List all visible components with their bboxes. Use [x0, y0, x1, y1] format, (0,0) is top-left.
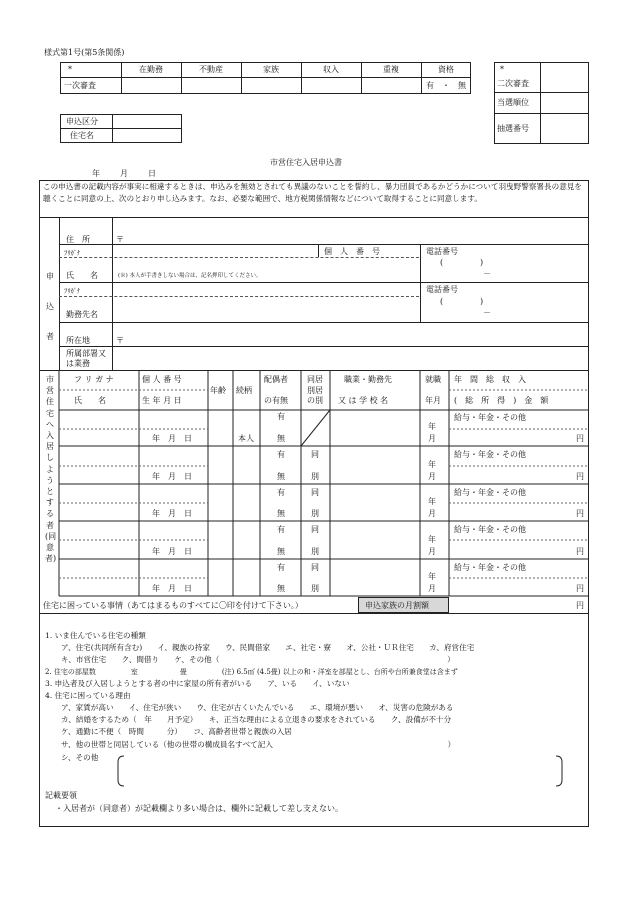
row2-income-type[interactable]: 給与・年金・その他 — [454, 450, 526, 459]
first-screening-label: 一次審査 — [64, 81, 96, 90]
row2-yen: 円 — [576, 472, 584, 481]
h-income-2: ( 総 所 得 ) 金 額 — [454, 396, 549, 405]
winning-rank-label: 当選順位 — [497, 98, 529, 107]
row4-year: 年 — [428, 535, 436, 544]
row5-same[interactable]: 同 — [311, 563, 319, 572]
h-job: 職業・勤務先 — [344, 375, 392, 384]
work-phone-dash: － — [483, 308, 491, 317]
row1-spouse-yes[interactable]: 有 — [277, 412, 285, 421]
h-furigana: フ リ ガ ナ — [74, 375, 114, 384]
note-2[interactable]: 2. 住宅の部屋数 室 畳 (注) 6.5㎡ (4.5畳) 以上の和・洋室を部屋とし、台所や台所兼食堂は含まず — [45, 668, 458, 676]
row5-birth: 年 月 日 — [152, 584, 192, 593]
star-mark: * — [68, 65, 72, 74]
row3-sep[interactable]: 別 — [311, 509, 319, 518]
workplace-furigana-label: ﾌﾘｶﾞﾅ — [64, 287, 81, 295]
address-label: 住 所 — [66, 235, 90, 244]
phone-dash: － — [483, 269, 491, 278]
h-cohab-3: の別 — [307, 396, 323, 405]
star-mark-2: * — [500, 65, 504, 74]
furigana-label: ﾌﾘｶﾞﾅ — [64, 249, 81, 257]
row3-month: 月 — [428, 509, 436, 518]
row1-birth: 年 月 日 — [152, 434, 192, 443]
row4-spouse-yes[interactable]: 有 — [277, 525, 285, 534]
row2-month: 月 — [428, 472, 436, 481]
date-day: 日 — [148, 169, 156, 178]
phone-label: 電話番号 — [426, 247, 458, 256]
row5-income-type[interactable]: 給与・年金・その他 — [454, 563, 526, 572]
instructions-item: ・入居者が（同意者）が記載欄より多い場合は、欄外に記載して差し支えない。 — [55, 804, 343, 813]
h-relation: 続柄 — [236, 386, 252, 395]
work-phone-paren-close: ) — [480, 297, 484, 306]
row1-year: 年 — [428, 422, 436, 431]
h-spouse-2: の有無 — [264, 396, 288, 405]
row5-spouse-yes[interactable]: 有 — [277, 563, 285, 572]
row2-spouse-no[interactable]: 無 — [277, 472, 285, 481]
phone-paren-open: ( — [440, 258, 444, 267]
monthly-rent-label: 申込家族の月割額 — [365, 601, 429, 610]
h-spouse: 配偶者 — [264, 375, 288, 384]
housing-name-label: 住宅名 — [70, 131, 94, 140]
mynumber-label: 個 人 番 号 — [324, 247, 380, 256]
applicant-side-label: 申込者 — [46, 272, 54, 341]
note-4-options-e[interactable]: シ、その他 — [61, 753, 99, 762]
department-label: 所属部署又は業務 — [66, 349, 106, 368]
row1-spouse-no[interactable]: 無 — [277, 434, 285, 443]
location-postal-mark: 〒 — [116, 336, 124, 345]
form-number: 様式第1号(第5条関係) — [44, 48, 125, 57]
row5-year: 年 — [428, 572, 436, 581]
row5-sep[interactable]: 別 — [311, 584, 319, 593]
row3-spouse-no[interactable]: 無 — [277, 509, 285, 518]
row4-yen: 円 — [576, 547, 584, 556]
header-duplicate: 重複 — [383, 65, 399, 74]
row2-year: 年 — [428, 460, 436, 469]
eligibility-choice[interactable]: 有 ・ 無 — [426, 81, 466, 90]
h-name: 氏 名 — [74, 396, 106, 405]
row2-sep[interactable]: 別 — [311, 472, 319, 481]
h-job-2: 又 は 学 校 名 — [338, 396, 389, 405]
row3-spouse-yes[interactable]: 有 — [277, 488, 285, 497]
header-realestate: 不動産 — [199, 65, 223, 74]
row4-month: 月 — [428, 547, 436, 556]
row2-birth: 年 月 日 — [152, 472, 192, 481]
note-4-options-d[interactable]: サ、他の世帯と同居している（他の世帯の構成員名すべて記入 ） — [61, 740, 456, 749]
note-1-options-b[interactable]: キ、市営住宅 ク、間借り ケ、その他（ ） — [61, 655, 455, 664]
h-employment: 就職 — [425, 375, 441, 384]
h-birthdate: 生 年 月 日 — [142, 396, 182, 405]
row5-yen: 円 — [576, 584, 584, 593]
housing-trouble-label: 住宅に困っている事情（あてはまるものすべてに〇印を付けて下さい。） — [43, 601, 303, 610]
note-1-options-a[interactable]: ア、住宅(共同所有含む) イ、親族の持家 ウ、民間借家 エ、社宅・寮 オ、公社・ＵＲ住宅 カ、府営住宅 — [61, 643, 475, 652]
h-mynumber: 個 人 番 号 — [142, 375, 182, 384]
row4-income-type[interactable]: 給与・年金・その他 — [454, 525, 526, 534]
name-note: (※) 本人が手書きしない場合は、記名押印してください。 — [118, 273, 262, 279]
row3-same[interactable]: 同 — [311, 488, 319, 497]
note-4-options-b[interactable]: カ、結婚をするため（ 年 月予定） キ、正当な理由による立退きの要求をされている ク、設備が不十分 — [61, 715, 452, 724]
header-income: 収入 — [323, 65, 339, 74]
workplace-label: 勤務先名 — [66, 310, 98, 319]
note-1: 1. いま住んでいる住宅の種類 — [45, 631, 146, 640]
phone-paren-close: ) — [480, 258, 484, 267]
row5-spouse-no[interactable]: 無 — [277, 584, 285, 593]
monthly-rent-yen: 円 — [576, 601, 584, 610]
row2-same[interactable]: 同 — [311, 450, 319, 459]
work-phone-label: 電話番号 — [426, 285, 458, 294]
secondary-screening-label: 二次審査 — [497, 79, 529, 88]
row1-yen: 円 — [576, 434, 584, 443]
row1-self: 本人 — [238, 434, 254, 443]
row2-spouse-yes[interactable]: 有 — [277, 450, 285, 459]
header-eligibility: 資格 — [438, 65, 454, 74]
row4-sep[interactable]: 別 — [311, 547, 319, 556]
h-cohab-2: 別居 — [307, 386, 323, 395]
row1-month: 月 — [428, 434, 436, 443]
row3-year: 年 — [428, 497, 436, 506]
application-category-label: 申込区分 — [66, 117, 98, 126]
note-4-options-c[interactable]: ケ、通勤に不便（ 時間 分） コ、高齢者世帯と親族の入居 — [61, 727, 292, 736]
row3-income-type[interactable]: 給与・年金・その他 — [454, 488, 526, 497]
lottery-number-label: 抽選番号 — [497, 124, 529, 133]
row5-month: 月 — [428, 584, 436, 593]
note-4-options-a[interactable]: ア、家賃が高い イ、住宅が狭い ウ、住宅が古くいたんでいる エ、環境が悪い オ、災害の危険がある — [61, 703, 454, 712]
header-family: 家族 — [263, 65, 279, 74]
instructions-title: 記載要領 — [45, 791, 77, 800]
row3-yen: 円 — [576, 509, 584, 518]
date-month: 月 — [120, 169, 128, 178]
location-label: 所在地 — [66, 336, 90, 345]
note-3[interactable]: 3. 申込者及び入居しようとする者の中に家屋の所有者がいる ア、いる イ、いない — [45, 679, 350, 688]
h-employment-2: 年月 — [425, 396, 441, 405]
row4-same[interactable]: 同 — [311, 525, 319, 534]
h-cohab: 同居 — [307, 375, 323, 384]
postal-mark: 〒 — [116, 235, 124, 244]
form-title: 市営住宅入居申込書 — [270, 158, 342, 167]
note-4: 4. 住宅に困っている理由 — [45, 691, 131, 700]
row1-income-type[interactable]: 給与・年金・その他 — [454, 413, 526, 422]
header-work: 在勤務 — [139, 65, 163, 74]
members-side-label: 市営住宅へ入居しようとする者(同意者) — [45, 375, 57, 564]
row4-birth: 年 月 日 — [152, 547, 192, 556]
row4-spouse-no[interactable]: 無 — [277, 547, 285, 556]
name-label: 氏 名 — [66, 271, 98, 280]
h-income: 年 間 総 収 入 — [454, 375, 526, 384]
work-phone-paren-open: ( — [440, 297, 444, 306]
date-year: 年 — [92, 169, 100, 178]
consent-statement: この申込書の記載内容が事実に相違するときは、申込みを無効とされても異議のないことを誓約し、暴力団員であるかどうかについて羽曳野警察署長の意見を聴くことに同意の上、次のとおり申し込みます。なお、必要な範囲で、地方税関係情報などについて取得することに同意します。 — [43, 182, 582, 203]
row3-birth: 年 月 日 — [152, 509, 192, 518]
h-age: 年齢 — [210, 386, 226, 395]
